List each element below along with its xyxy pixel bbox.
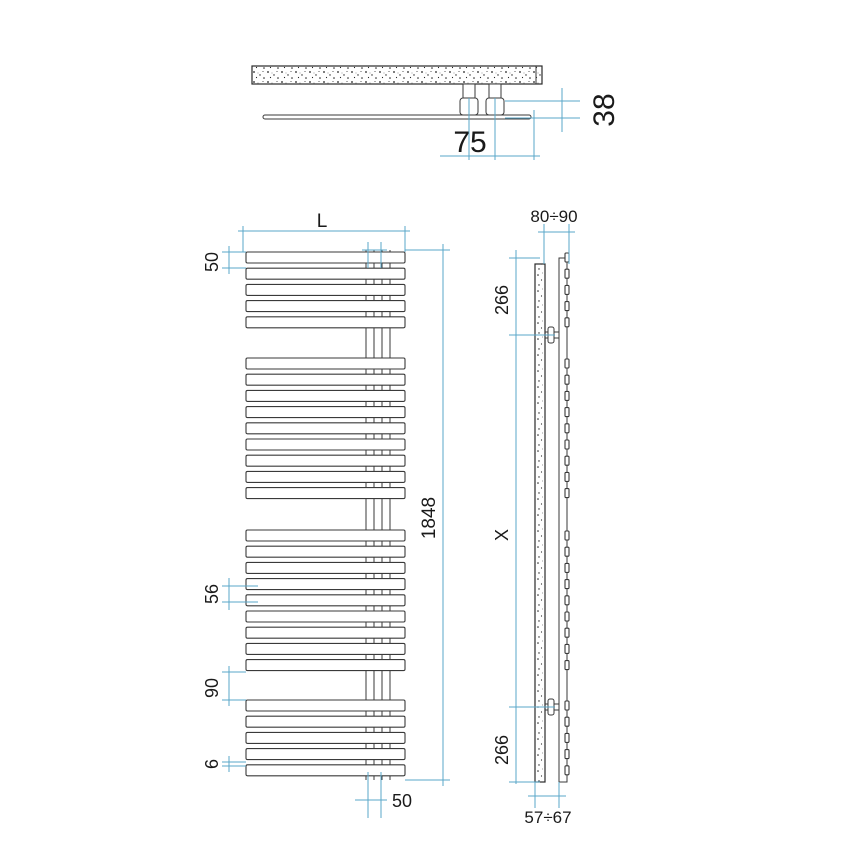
side-bar-tick <box>565 408 569 417</box>
towel-bar <box>246 660 405 671</box>
wall-section-side <box>535 264 545 782</box>
towel-bar <box>246 358 405 369</box>
towel-bar <box>246 579 405 590</box>
side-view <box>492 207 578 827</box>
towel-bar <box>246 301 405 312</box>
towel-bar <box>246 390 405 401</box>
towel-bar <box>246 716 405 727</box>
spacing-label: 90 <box>202 677 222 699</box>
gap-label: 56 <box>202 583 222 605</box>
side-bar-tick <box>565 285 569 294</box>
top-depth-label: 38 <box>588 93 621 127</box>
towel-bar <box>246 732 405 743</box>
side-bar-tick <box>565 472 569 481</box>
towel-bar <box>246 407 405 418</box>
side-bar-tick <box>565 440 569 449</box>
towel-bar <box>246 317 405 328</box>
towel-bar <box>246 749 405 760</box>
side-bar-tick <box>565 661 569 670</box>
towel-bar <box>246 700 405 711</box>
side-bar-tick <box>565 750 569 759</box>
side-bar-tick <box>565 302 569 311</box>
side-bar-tick <box>565 489 569 498</box>
side-bar-tick <box>565 766 569 775</box>
towel-bar <box>246 643 405 654</box>
side-bar-tick <box>565 359 569 368</box>
bar-gap-label: 6 <box>202 758 222 770</box>
towel-bar <box>246 595 405 606</box>
towel-bar <box>246 455 405 466</box>
top-depth-side-label: 80÷90 <box>530 207 578 226</box>
towel-bar <box>246 562 405 573</box>
bottom-depth-side-label: 57÷67 <box>524 808 572 827</box>
side-bar-tick <box>565 580 569 589</box>
wall-section-top <box>252 66 542 84</box>
height-label: 1848 <box>419 496 440 540</box>
side-bar-tick <box>565 733 569 742</box>
side-bar-tick <box>565 547 569 556</box>
side-bar-tick <box>565 628 569 637</box>
towel-bar <box>246 374 405 385</box>
side-bar-tick <box>565 563 569 572</box>
side-bar-tick <box>565 318 569 327</box>
side-bar-tick <box>565 644 569 653</box>
towel-bar <box>246 268 405 279</box>
front-view <box>202 211 450 818</box>
top-offset-label: 75 <box>453 126 487 159</box>
towel-bar <box>246 488 405 499</box>
lower-bracket-label: 266 <box>492 734 512 766</box>
upper-bracket-label: 266 <box>492 284 512 316</box>
top-bar-label: 50 <box>202 251 222 273</box>
towel-bar <box>246 284 405 295</box>
towel-bar <box>246 530 405 541</box>
side-bar-tick <box>565 375 569 384</box>
side-bar-tick <box>565 424 569 433</box>
side-bar-tick <box>565 531 569 540</box>
towel-bars <box>246 252 405 776</box>
towel-bar <box>246 471 405 482</box>
towel-bar <box>246 546 405 557</box>
width-label: L <box>316 211 328 232</box>
side-bar-tick <box>565 391 569 400</box>
radiator-top-profile <box>263 115 531 119</box>
pipe-spacing-label: 50 <box>391 791 413 811</box>
side-bar-tick <box>565 612 569 621</box>
side-bar-tick <box>565 269 569 278</box>
top-view <box>252 66 621 160</box>
center-distance-label: X <box>492 528 512 542</box>
side-bar-tick <box>565 456 569 465</box>
side-bar-tick <box>565 717 569 726</box>
side-bar-tick <box>565 701 569 710</box>
towel-bar <box>246 611 405 622</box>
side-bar-tick <box>565 596 569 605</box>
towel-bar <box>246 439 405 450</box>
towel-bar <box>246 627 405 638</box>
towel-bar <box>246 423 405 434</box>
side-bar-tick <box>565 253 569 262</box>
